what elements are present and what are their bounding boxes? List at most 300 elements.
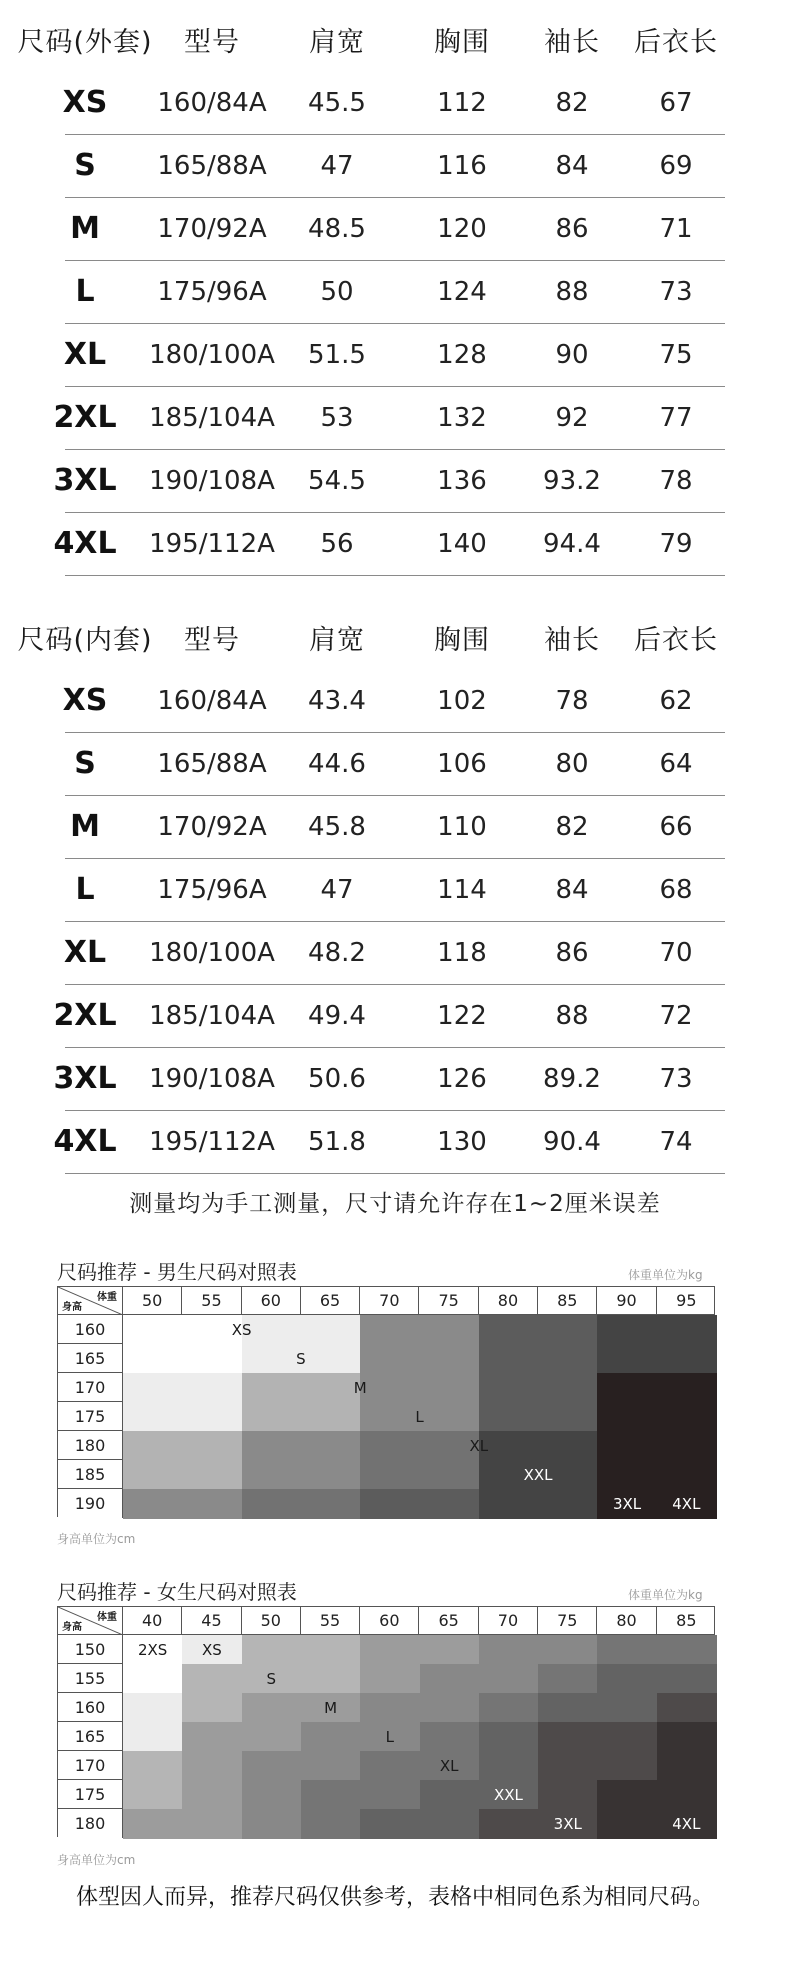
weight-header: 60 <box>360 1607 419 1635</box>
women-chart-title: 尺码推荐 - 女生尺码对照表 <box>57 1580 297 1604</box>
measurement-value: 64 <box>659 749 693 779</box>
size-color-cell <box>242 1693 302 1723</box>
row-divider <box>65 1173 725 1174</box>
table-row <box>65 859 725 922</box>
corner-weight-label: 体重 <box>97 1292 117 1303</box>
size-color-cell <box>182 1722 242 1752</box>
size-color-cell <box>538 1489 598 1519</box>
measurement-value: 93.2 <box>543 466 601 496</box>
size-color-cell <box>479 1751 539 1781</box>
size-color-cell <box>360 1635 420 1665</box>
table-row <box>62 670 725 733</box>
table-row <box>53 513 725 576</box>
table-row <box>65 324 725 387</box>
size-color-cell <box>479 1489 539 1519</box>
weight-header: 85 <box>538 1287 597 1315</box>
measurement-value: 47 <box>320 875 354 905</box>
size-color-cell <box>360 1693 420 1723</box>
height-header: 150 <box>58 1635 123 1664</box>
table-row <box>65 733 725 796</box>
size-color-cell <box>123 1751 183 1781</box>
size-color-cell <box>479 1664 539 1694</box>
size-color-cell <box>479 1344 539 1374</box>
weight-header: 50 <box>123 1287 182 1315</box>
measurement-value: 79 <box>659 529 693 559</box>
size-color-cell <box>182 1780 242 1810</box>
size-color-cell <box>123 1460 183 1490</box>
height-header: 170 <box>58 1751 123 1780</box>
measurement-value: 51.8 <box>308 1127 366 1157</box>
size-color-cell <box>242 1809 302 1839</box>
measurement-value: 136 <box>437 466 487 496</box>
size-color-cell <box>420 1315 480 1345</box>
size-color-cell <box>657 1344 717 1374</box>
size-color-cell <box>657 1402 717 1432</box>
size-color-cell <box>360 1431 420 1461</box>
size-color-cell <box>360 1809 420 1839</box>
size-color-cell <box>123 1664 183 1694</box>
size-color-cell <box>242 1722 302 1752</box>
corner-weight-label: 体重 <box>97 1612 117 1623</box>
size-color-cell <box>182 1402 242 1432</box>
measurement-value: 180/100A <box>149 340 275 370</box>
measurement-value: 49.4 <box>308 1001 366 1031</box>
corner-cell <box>58 1287 123 1315</box>
size-color-cell <box>597 1315 657 1345</box>
size-color-cell <box>301 1460 361 1490</box>
measurement-value: 185/104A <box>149 1001 275 1031</box>
measurement-value: 118 <box>437 938 487 968</box>
disclaimer-note: 体型因人而异，推荐尺码仅供参考，表格中相同色系为相同尺码。 <box>75 1885 714 1910</box>
women-height-unit: 身高单位为cm <box>57 1853 136 1867</box>
size-recommendation-label: M <box>353 1378 367 1397</box>
size-color-cell <box>301 1315 361 1345</box>
size-label: L <box>75 274 95 309</box>
size-color-cell <box>538 1431 598 1461</box>
column-header: 肩宽 <box>309 625 365 656</box>
size-color-cell <box>538 1664 598 1694</box>
measurement-value: 73 <box>659 277 693 307</box>
weight-header: 85 <box>676 1611 697 1630</box>
size-color-cell <box>360 1315 420 1345</box>
measurement-value: 47 <box>320 151 354 181</box>
measurement-value: 120 <box>437 214 487 244</box>
size-label: S <box>74 148 96 183</box>
measurement-value: 74 <box>659 1127 693 1157</box>
measurement-value: 190/108A <box>149 466 275 496</box>
measurement-value: 128 <box>437 340 487 370</box>
height-header: 180 <box>58 1431 123 1460</box>
row-divider <box>65 575 725 576</box>
column-header: 尺码(外套) <box>17 27 153 58</box>
measurement-value: 78 <box>659 466 693 496</box>
table-row <box>53 450 725 513</box>
height-header: 160 <box>58 1693 123 1722</box>
measurement-value: 88 <box>555 277 589 307</box>
measurement-value: 160/84A <box>157 686 267 716</box>
size-color-cell <box>242 1751 302 1781</box>
size-color-cell <box>420 1664 480 1694</box>
weight-header: 70 <box>479 1607 538 1635</box>
size-label: S <box>74 746 96 781</box>
corner-height-label: 身高 <box>62 1622 82 1633</box>
size-color-cell <box>420 1722 480 1752</box>
size-recommendation-label: 3XL <box>612 1494 642 1513</box>
size-label: XS <box>62 85 108 120</box>
height-header: 160 <box>58 1315 123 1344</box>
size-color-cell <box>242 1489 302 1519</box>
men-chart-title: 尺码推荐 - 男生尺码对照表 <box>57 1260 297 1284</box>
measurement-value: 165/88A <box>157 151 267 181</box>
men-size-chart <box>57 1286 715 1517</box>
height-header: 170 <box>58 1373 123 1402</box>
size-color-cell <box>657 1664 717 1694</box>
measurement-value: 45.8 <box>308 812 366 842</box>
size-color-cell <box>597 1460 657 1490</box>
weight-header: 70 <box>360 1287 419 1315</box>
size-color-cell <box>597 1402 657 1432</box>
column-header: 后衣长 <box>634 27 718 58</box>
measurement-value: 175/96A <box>157 875 267 905</box>
size-color-cell <box>420 1693 480 1723</box>
weight-header: 90 <box>597 1287 656 1315</box>
size-color-cell <box>182 1489 242 1519</box>
table-row <box>53 387 725 450</box>
weight-header: 55 <box>301 1607 360 1635</box>
table-row <box>53 1048 725 1111</box>
measurement-value: 67 <box>659 88 693 118</box>
table-row <box>65 261 725 324</box>
measurement-value: 44.6 <box>308 749 366 779</box>
measurement-value: 84 <box>555 151 589 181</box>
measurement-value: 190/108A <box>149 1064 275 1094</box>
women-weight-unit: 体重单位为kg <box>628 1588 703 1602</box>
measurement-value: 116 <box>437 151 487 181</box>
size-recommendation-label: XXL <box>493 1785 523 1804</box>
size-color-cell <box>182 1344 242 1374</box>
measurement-value: 54.5 <box>308 466 366 496</box>
measurement-value: 84 <box>555 875 589 905</box>
measurement-value: 68 <box>659 875 693 905</box>
height-header: 165 <box>58 1344 123 1373</box>
measurement-value: 82 <box>555 812 589 842</box>
size-label: XL <box>63 337 107 372</box>
weight-header: 50 <box>242 1607 301 1635</box>
measurement-value: 185/104A <box>149 403 275 433</box>
measurement-value: 86 <box>555 938 589 968</box>
size-recommendation-label: XL <box>469 1436 489 1455</box>
size-color-cell <box>657 1460 717 1490</box>
weight-header: 95 <box>676 1291 697 1310</box>
size-color-cell <box>123 1780 183 1810</box>
size-color-cell <box>360 1751 420 1781</box>
measurement-note: 测量均为手工测量，尺寸请允许存在1~2厘米误差 <box>129 1191 661 1217</box>
measurement-value: 72 <box>659 1001 693 1031</box>
height-header: 165 <box>58 1722 123 1751</box>
inner-size-table <box>0 598 790 1158</box>
size-color-cell <box>360 1780 420 1810</box>
size-color-cell <box>301 1664 361 1694</box>
size-color-cell <box>597 1344 657 1374</box>
size-color-cell <box>657 1315 717 1345</box>
size-color-cell <box>657 1635 717 1665</box>
measurement-value: 78 <box>555 686 589 716</box>
measurement-value: 71 <box>659 214 693 244</box>
measurement-value: 51.5 <box>308 340 366 370</box>
measurement-value: 106 <box>437 749 487 779</box>
weight-header: 65 <box>301 1287 360 1315</box>
height-header: 190 <box>58 1489 123 1518</box>
size-color-cell <box>657 1751 717 1781</box>
measurement-value: 180/100A <box>149 938 275 968</box>
measurement-value: 160/84A <box>157 88 267 118</box>
column-header: 肩宽 <box>309 27 365 58</box>
size-color-cell <box>479 1315 539 1345</box>
measurement-value: 195/112A <box>149 529 275 559</box>
size-color-cell <box>420 1809 480 1839</box>
women-size-chart <box>57 1606 715 1837</box>
measurement-value: 88 <box>555 1001 589 1031</box>
height-header: 175 <box>58 1780 123 1809</box>
size-color-cell <box>182 1373 242 1403</box>
measurement-value: 80 <box>555 749 589 779</box>
size-recommendation-label: M <box>324 1698 338 1717</box>
size-color-cell <box>597 1373 657 1403</box>
measurement-value: 75 <box>659 340 693 370</box>
weight-header: 75 <box>538 1607 597 1635</box>
size-label: 2XL <box>53 400 117 435</box>
size-label: M <box>70 809 100 844</box>
size-color-cell <box>597 1751 657 1781</box>
measurement-value: 90.4 <box>543 1127 601 1157</box>
size-color-cell <box>420 1460 480 1490</box>
size-label: 3XL <box>53 463 117 498</box>
size-color-cell <box>479 1693 539 1723</box>
measurement-value: 77 <box>659 403 693 433</box>
size-color-cell <box>657 1373 717 1403</box>
height-header: 185 <box>58 1460 123 1489</box>
size-color-cell <box>538 1751 598 1781</box>
size-color-cell <box>123 1693 183 1723</box>
size-color-cell <box>301 1489 361 1519</box>
table-row <box>65 796 725 859</box>
size-color-cell <box>182 1664 242 1694</box>
size-label: XL <box>63 935 107 970</box>
size-color-cell <box>420 1373 480 1403</box>
weight-header: 80 <box>479 1287 538 1315</box>
table-row <box>65 922 725 985</box>
size-color-cell <box>597 1635 657 1665</box>
measurement-value: 195/112A <box>149 1127 275 1157</box>
column-header: 袖长 <box>544 27 600 58</box>
measurement-value: 43.4 <box>308 686 366 716</box>
size-color-cell <box>597 1693 657 1723</box>
size-color-cell <box>479 1373 539 1403</box>
measurement-value: 48.2 <box>308 938 366 968</box>
men-height-unit: 身高单位为cm <box>57 1532 136 1546</box>
size-color-cell <box>182 1460 242 1490</box>
weight-header: 40 <box>123 1607 182 1635</box>
size-color-cell <box>123 1489 183 1519</box>
measurement-value: 92 <box>555 403 589 433</box>
weight-header: 60 <box>242 1287 301 1315</box>
size-recommendation-label: 4XL <box>672 1494 701 1513</box>
size-color-cell <box>182 1693 242 1723</box>
weight-header: 80 <box>597 1607 656 1635</box>
height-header: 180 <box>58 1809 123 1838</box>
size-color-cell <box>360 1460 420 1490</box>
column-header: 胸围 <box>434 27 490 58</box>
size-color-cell <box>657 1722 717 1752</box>
size-recommendation-label: L <box>385 1727 395 1746</box>
size-color-cell <box>538 1373 598 1403</box>
measurement-value: 45.5 <box>308 88 366 118</box>
size-color-cell <box>242 1780 302 1810</box>
measurement-value: 56 <box>320 529 354 559</box>
size-color-cell <box>123 1402 183 1432</box>
size-recommendation-label: S <box>266 1669 277 1688</box>
table-row <box>53 985 725 1048</box>
column-header: 型号 <box>184 27 240 58</box>
measurement-value: 132 <box>437 403 487 433</box>
measurement-value: 70 <box>659 938 693 968</box>
size-color-cell <box>123 1722 183 1752</box>
size-color-cell <box>123 1431 183 1461</box>
outer-size-table <box>0 0 790 560</box>
size-recommendation-label: 3XL <box>553 1814 582 1833</box>
measurement-value: 170/92A <box>157 812 267 842</box>
men-weight-unit: 体重单位为kg <box>628 1268 703 1282</box>
size-color-cell <box>301 1809 361 1839</box>
size-color-cell <box>597 1722 657 1752</box>
size-color-cell <box>479 1402 539 1432</box>
size-color-cell <box>420 1344 480 1374</box>
column-header: 后衣长 <box>634 625 718 656</box>
size-color-cell <box>538 1722 598 1752</box>
measurement-value: 110 <box>437 812 487 842</box>
size-color-cell <box>301 1431 361 1461</box>
size-color-cell <box>123 1373 183 1403</box>
size-color-cell <box>420 1635 480 1665</box>
size-color-cell <box>242 1344 302 1374</box>
measurement-value: 102 <box>437 686 487 716</box>
column-header: 型号 <box>184 625 240 656</box>
size-recommendation-label: S <box>296 1349 306 1368</box>
measurement-value: 90 <box>555 340 589 370</box>
measurement-value: 50 <box>320 277 354 307</box>
measurement-value: 112 <box>437 88 487 118</box>
size-color-cell <box>123 1809 183 1839</box>
size-color-cell <box>420 1402 480 1432</box>
measurement-value: 86 <box>555 214 589 244</box>
size-color-cell <box>657 1431 717 1461</box>
size-recommendation-label: L <box>415 1407 424 1426</box>
size-color-cell <box>597 1431 657 1461</box>
size-color-cell <box>538 1402 598 1432</box>
size-color-cell <box>420 1489 480 1519</box>
size-recommendation-label: XS <box>202 1640 222 1659</box>
size-label: 4XL <box>53 1124 117 1159</box>
column-header: 胸围 <box>434 625 490 656</box>
size-color-cell <box>242 1635 302 1665</box>
measurement-value: 122 <box>437 1001 487 1031</box>
size-color-cell <box>597 1664 657 1694</box>
size-recommendation-label: 4XL <box>672 1814 701 1833</box>
size-color-cell <box>301 1402 361 1432</box>
measurement-value: 126 <box>437 1064 487 1094</box>
size-color-cell <box>538 1693 598 1723</box>
size-recommendation-label: 2XS <box>137 1640 168 1659</box>
measurement-value: 62 <box>659 686 693 716</box>
size-color-cell <box>242 1460 302 1490</box>
measurement-value: 50.6 <box>308 1064 366 1094</box>
measurement-value: 175/96A <box>157 277 267 307</box>
size-color-cell <box>301 1722 361 1752</box>
height-header: 155 <box>58 1664 123 1693</box>
size-color-cell <box>360 1402 420 1432</box>
size-color-cell <box>657 1780 717 1810</box>
size-color-cell <box>182 1809 242 1839</box>
size-label: 3XL <box>53 1061 117 1096</box>
measurement-value: 170/92A <box>157 214 267 244</box>
size-label: 4XL <box>53 526 117 561</box>
size-color-cell <box>301 1780 361 1810</box>
measurement-value: 73 <box>659 1064 693 1094</box>
size-label: L <box>75 872 95 907</box>
corner-height-label: 身高 <box>62 1302 82 1313</box>
size-color-cell <box>242 1402 302 1432</box>
size-color-cell <box>301 1344 361 1374</box>
size-color-cell <box>538 1315 598 1345</box>
size-color-cell <box>479 1722 539 1752</box>
size-color-cell <box>597 1780 657 1810</box>
size-color-cell <box>182 1431 242 1461</box>
column-header: 袖长 <box>544 625 600 656</box>
column-header: 尺码(内套) <box>17 625 153 656</box>
measurement-value: 124 <box>437 277 487 307</box>
size-label: 2XL <box>53 998 117 1033</box>
size-color-cell <box>301 1635 361 1665</box>
table-row <box>65 135 725 198</box>
size-color-cell <box>360 1489 420 1519</box>
size-color-cell <box>123 1315 183 1345</box>
size-color-cell <box>538 1780 598 1810</box>
measurement-value: 130 <box>437 1127 487 1157</box>
measurement-value: 82 <box>555 88 589 118</box>
height-header: 175 <box>58 1402 123 1431</box>
size-color-cell <box>597 1809 657 1839</box>
measurement-value: 165/88A <box>157 749 267 779</box>
size-color-cell <box>479 1809 539 1839</box>
weight-header: 75 <box>420 1287 479 1315</box>
size-label: M <box>70 211 100 246</box>
size-color-cell <box>360 1664 420 1694</box>
size-color-cell <box>242 1373 302 1403</box>
measurement-value: 140 <box>437 529 487 559</box>
measurement-value: 48.5 <box>308 214 366 244</box>
measurement-value: 94.4 <box>543 529 601 559</box>
size-color-cell <box>360 1344 420 1374</box>
size-recommendation-label: XL <box>439 1756 459 1775</box>
size-recommendation-label: XS <box>231 1320 252 1339</box>
measurement-value: 69 <box>659 151 693 181</box>
size-color-cell <box>420 1780 480 1810</box>
size-color-cell <box>301 1751 361 1781</box>
table-row <box>62 72 725 135</box>
size-color-cell <box>538 1344 598 1374</box>
measurement-value: 114 <box>437 875 487 905</box>
table-row <box>53 1111 725 1174</box>
